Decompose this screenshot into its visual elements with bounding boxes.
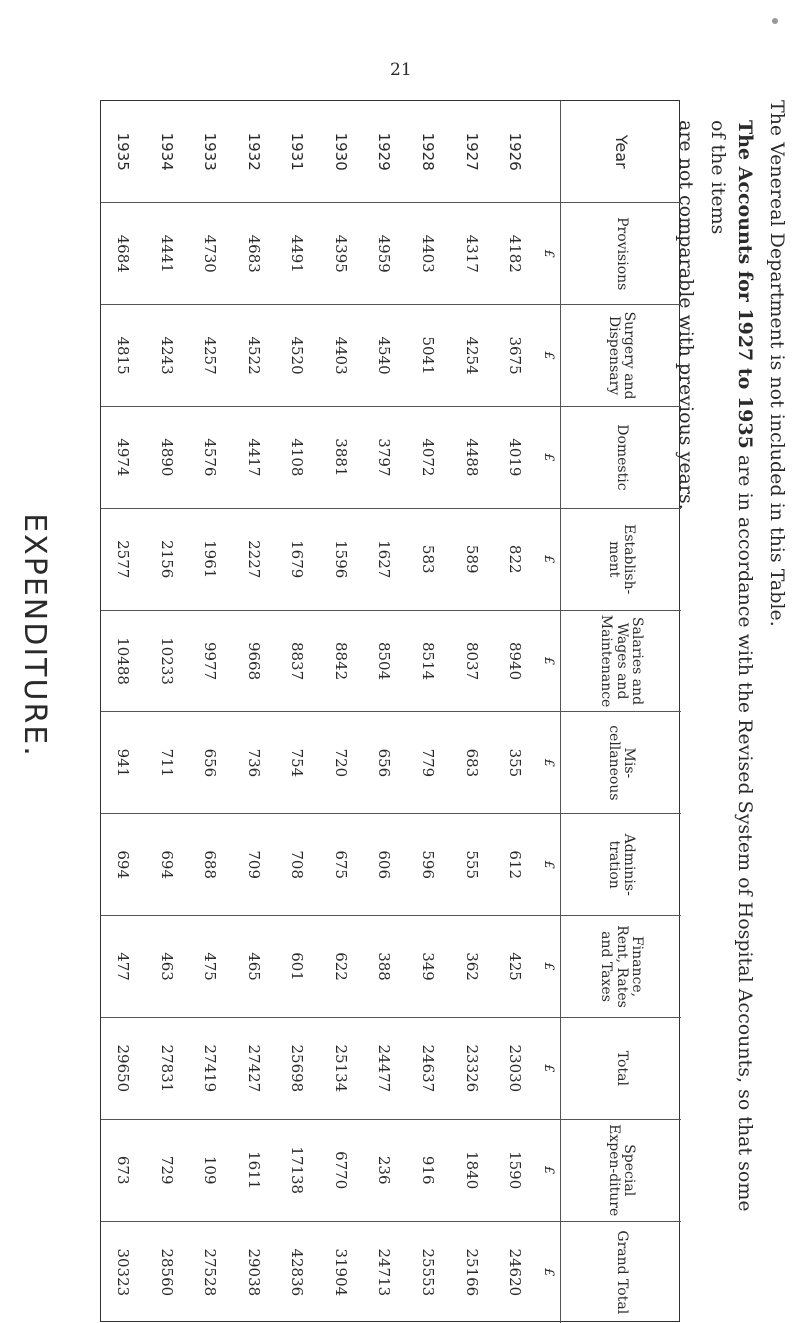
cell-establishment: 1679	[275, 508, 319, 610]
cell-total: 27427	[232, 1017, 276, 1119]
cell-miscellaneous: 711	[145, 712, 189, 814]
table-body	[101, 101, 561, 1323]
cell-provisions: 4395	[319, 203, 363, 305]
cell-surgery: 4403	[319, 305, 363, 407]
unit-cell: £	[537, 203, 561, 305]
cell-finance: 463	[145, 916, 189, 1018]
cell-establishment: 1961	[188, 508, 232, 610]
cell-finance: 465	[232, 916, 276, 1018]
cell-domestic: 4974	[101, 406, 145, 508]
cell-establishment: 583	[406, 508, 450, 610]
header-establishment: Establish-ment	[561, 508, 682, 610]
header-total: Total	[561, 1017, 682, 1119]
cell-special: 1590	[493, 1119, 537, 1221]
table-row	[450, 101, 494, 1323]
cell-year: 1934	[145, 101, 189, 203]
cell-salaries: 8940	[493, 610, 537, 712]
cell-domestic: 4576	[188, 406, 232, 508]
cell-establishment: 2156	[145, 508, 189, 610]
cell-total: 29650	[101, 1017, 145, 1119]
cell-surgery: 4520	[275, 305, 319, 407]
cell-administration: 709	[232, 814, 276, 916]
header-salaries: Salaries and Wages and Maintenance	[561, 610, 682, 712]
cell-grand-total: 25166	[462, 1248, 481, 1297]
cell-establishment: 1627	[362, 508, 406, 610]
cell-year: 1932	[232, 101, 276, 203]
cell-special: 17138	[275, 1119, 319, 1221]
cell-finance: 388	[362, 916, 406, 1018]
cell-special: 916	[406, 1119, 450, 1221]
cell-provisions: 4403	[406, 203, 450, 305]
table-row	[319, 101, 363, 1323]
unit-cell-blank	[537, 101, 561, 203]
cell-total: 25134	[319, 1017, 363, 1119]
cell-administration: 688	[188, 814, 232, 916]
cell-provisions: 4959	[362, 203, 406, 305]
unit-cell: £	[537, 712, 561, 814]
header-finance: Finance, Rent, Rates and Taxes	[561, 916, 682, 1018]
cell-finance: 362	[450, 916, 494, 1018]
cell-finance: 477	[101, 916, 145, 1018]
cell-administration: 612	[493, 814, 537, 916]
cell-finance: 425	[493, 916, 537, 1018]
cell-grand-total: 25553	[419, 1248, 437, 1297]
cell-special: 6770	[319, 1119, 363, 1221]
cell-miscellaneous: 941	[101, 712, 145, 814]
cell-year: 1926	[493, 101, 537, 203]
cell-year: 1930	[319, 101, 363, 203]
cell-total: 23326	[450, 1017, 494, 1119]
cell-establishment: 1596	[319, 508, 363, 610]
cell-year: 1928	[406, 101, 450, 203]
cell-administration: 596	[406, 814, 450, 916]
cell-administration: 694	[145, 814, 189, 916]
cell-year: 1927	[450, 101, 494, 203]
cell-miscellaneous: 754	[275, 712, 319, 814]
cell-surgery: 4540	[362, 305, 406, 407]
page-number: 21	[390, 60, 412, 80]
footnote-lead: The Venereal Department is not included in this Table.	[766, 100, 788, 627]
footnote-line-2: are not comparable with previous years.	[675, 120, 698, 510]
cell-miscellaneous: 355	[493, 712, 537, 814]
cell-surgery: 5041	[406, 305, 450, 407]
cell-miscellaneous: 779	[406, 712, 450, 814]
cell-domestic: 4108	[275, 406, 319, 508]
cell-domestic: 4019	[493, 406, 537, 508]
cell-total: 27831	[145, 1017, 189, 1119]
cell-special: 109	[188, 1119, 232, 1221]
cell-year: 1931	[275, 101, 319, 203]
cell-total: 24477	[362, 1017, 406, 1119]
cell-salaries: 8037	[450, 610, 494, 712]
cell-year: 1933	[188, 101, 232, 203]
cell-grand-total: 27528	[201, 1248, 220, 1297]
table-row	[275, 101, 319, 1323]
table-row	[406, 101, 450, 1323]
cell-establishment: 2577	[101, 508, 145, 610]
cell-year: 1935	[101, 101, 145, 203]
unit-cell: £	[537, 508, 561, 610]
cell-provisions: 4683	[232, 203, 276, 305]
header-grand-total: Grand Total	[561, 1221, 682, 1323]
cell-grand-total: 31904	[331, 1248, 350, 1297]
cell-total: 25698	[275, 1017, 319, 1119]
cell-surgery: 4243	[145, 305, 189, 407]
cell-special: 1611	[232, 1119, 276, 1221]
header-miscellaneous: Mis-cellaneous	[561, 712, 682, 814]
cell-domestic: 3797	[362, 406, 406, 508]
cell-domestic: 4417	[232, 406, 276, 508]
unit-row	[537, 101, 561, 1323]
footnote-bold: The Accounts for 1927 to 1935	[734, 120, 757, 449]
header-row	[561, 101, 682, 1323]
expenditure-table-rotated	[101, 101, 681, 1323]
unit-cell: £	[537, 1119, 561, 1221]
header-year: Year	[561, 101, 682, 203]
table-row	[362, 101, 406, 1323]
header-surgery: Surgery and Dispensary	[561, 305, 682, 407]
table-row	[145, 101, 189, 1323]
expenditure-table	[101, 101, 681, 1323]
side-title-text: EXPENDITURE.	[16, 512, 52, 758]
unit-cell: £	[541, 1268, 557, 1277]
cell-establishment: 589	[450, 508, 494, 610]
cell-miscellaneous: 736	[232, 712, 276, 814]
footnote-rest: are in accordance with the Revised System of Hospital Accounts, so that some of the items	[706, 120, 757, 1212]
cell-finance: 475	[188, 916, 232, 1018]
cell-provisions: 4491	[275, 203, 319, 305]
table-row	[188, 101, 232, 1323]
cell-surgery: 4522	[232, 305, 276, 407]
cell-provisions: 4730	[188, 203, 232, 305]
cell-total: 27419	[188, 1017, 232, 1119]
header-special: Special Expen-diture	[561, 1119, 682, 1221]
cell-special: 673	[101, 1119, 145, 1221]
cell-finance: 622	[319, 916, 363, 1018]
cell-salaries: 8837	[275, 610, 319, 712]
table-row	[232, 101, 276, 1323]
cell-grand-total: 30323	[114, 1248, 133, 1297]
unit-cell: £	[537, 1017, 561, 1119]
header-administration: Adminis-tration	[561, 814, 682, 916]
cell-establishment: 2227	[232, 508, 276, 610]
cell-special: 729	[145, 1119, 189, 1221]
cell-miscellaneous: 720	[319, 712, 363, 814]
header-domestic: Domestic	[561, 406, 682, 508]
cell-finance: 601	[275, 916, 319, 1018]
footnote-line-1	[703, 90, 758, 1230]
cell-administration: 675	[319, 814, 363, 916]
page-mark-dot	[772, 18, 778, 24]
cell-salaries: 9668	[232, 610, 276, 712]
cell-total: 23030	[493, 1017, 537, 1119]
cell-surgery: 3675	[493, 305, 537, 407]
cell-miscellaneous: 656	[188, 712, 232, 814]
header-provisions: Provisions	[561, 203, 682, 305]
cell-grand-total: 24713	[375, 1248, 394, 1297]
table-row	[101, 101, 145, 1323]
cell-grand-total: 28560	[157, 1248, 176, 1297]
cell-miscellaneous: 656	[362, 712, 406, 814]
cell-finance: 349	[406, 916, 450, 1018]
side-title	[8, 470, 60, 800]
cell-administration: 606	[362, 814, 406, 916]
cell-special: 236	[362, 1119, 406, 1221]
cell-grand-total: 29038	[244, 1248, 263, 1297]
unit-cell: £	[537, 406, 561, 508]
unit-cell: £	[537, 916, 561, 1018]
cell-administration: 694	[101, 814, 145, 916]
cell-establishment: 822	[493, 508, 537, 610]
cell-provisions: 4441	[145, 203, 189, 305]
cell-year: 1929	[362, 101, 406, 203]
cell-salaries: 8514	[406, 610, 450, 712]
cell-provisions: 4684	[101, 203, 145, 305]
cell-domestic: 4488	[450, 406, 494, 508]
cell-grand-total: 42836	[288, 1248, 307, 1297]
cell-grand-total: 24620	[506, 1248, 525, 1297]
cell-domestic: 3881	[319, 406, 363, 508]
cell-miscellaneous: 683	[450, 712, 494, 814]
cell-provisions: 4182	[493, 203, 537, 305]
cell-administration: 708	[275, 814, 319, 916]
cell-domestic: 4890	[145, 406, 189, 508]
table-row	[493, 101, 537, 1323]
unit-cell: £	[537, 814, 561, 916]
cell-surgery: 4257	[188, 305, 232, 407]
unit-cell: £	[537, 610, 561, 712]
cell-surgery: 4254	[450, 305, 494, 407]
cell-provisions: 4317	[450, 203, 494, 305]
footnote-rotated	[675, 90, 790, 1230]
cell-salaries: 10488	[101, 610, 145, 712]
unit-cell: £	[537, 305, 561, 407]
cell-surgery: 4815	[101, 305, 145, 407]
cell-special: 1840	[450, 1119, 494, 1221]
cell-salaries: 10233	[145, 610, 189, 712]
cell-salaries: 8842	[319, 610, 363, 712]
cell-salaries: 8504	[362, 610, 406, 712]
cell-domestic: 4072	[406, 406, 450, 508]
footnote	[675, 90, 790, 1230]
cell-administration: 555	[450, 814, 494, 916]
cell-salaries: 9977	[188, 610, 232, 712]
cell-total: 24637	[406, 1017, 450, 1119]
expenditure-table-frame	[100, 100, 680, 1322]
